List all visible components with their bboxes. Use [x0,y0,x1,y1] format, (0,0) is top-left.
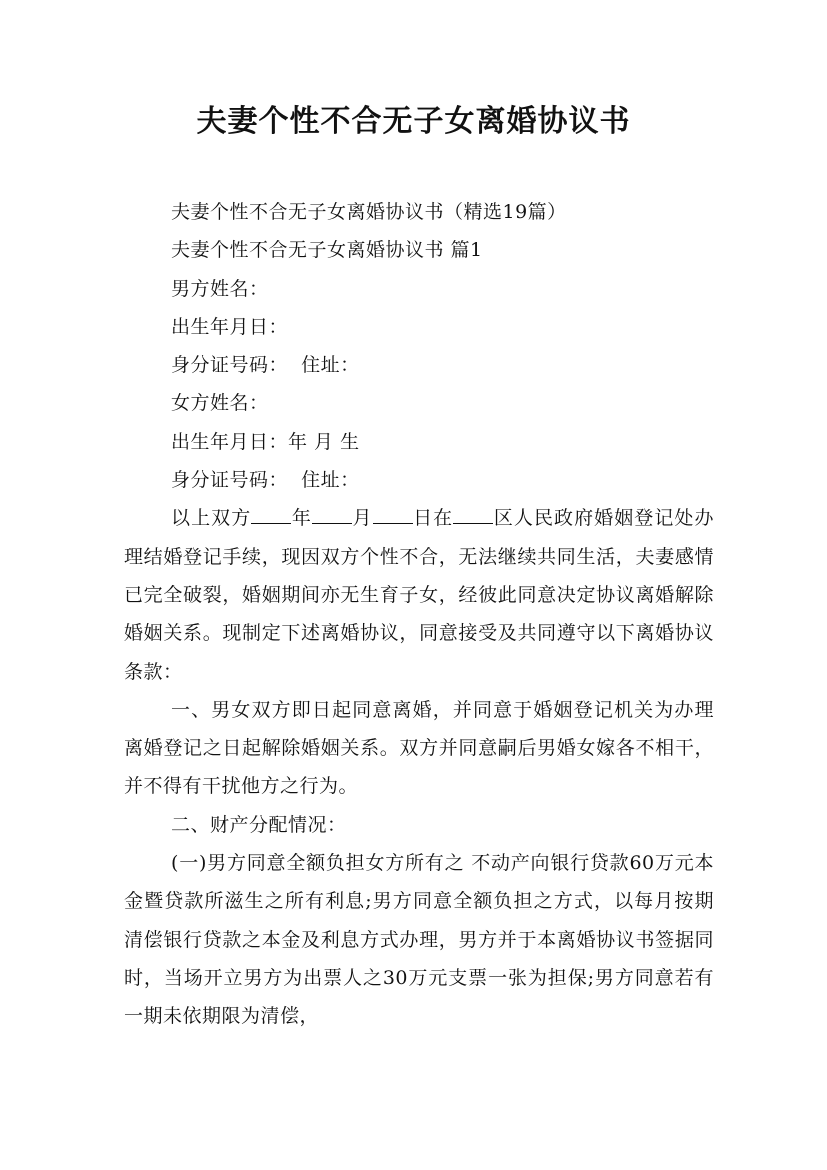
clause-1-paragraph: 一、男女双方即日起同意离婚，并同意于婚姻登记机关为办理离婚登记之日起解除婚姻关系。双方并同意嗣后男婚女嫁各不相干，并不得有干扰他方之行为。 [124,698,714,798]
male-birth-field: 出生年月日： [171,315,289,338]
blank-line-marriage-day [373,504,413,524]
document-title: 夫妻个性不合无子女离婚协议书 [196,104,631,139]
intro-text-2: 年 [291,507,312,530]
section-heading: 夫妻个性不合无子女离婚协议书 篇1 [171,239,483,262]
document-body [124,193,714,1036]
document-subtitle: 夫妻个性不合无子女离婚协议书（精选19篇） [171,201,567,223]
intro-text-3: 月 [351,507,373,530]
blank-line-district [453,504,493,524]
clause-2-heading: 二、财产分配情况： [171,813,347,836]
clause-2-1-paragraph: (一)男方同意全额负担女方所有之 不动产向银行贷款60万元本金暨贷款所滋生之所有利息;男方同意全额负担之方式，以每月按期清偿银行贷款之本金及利息方式办理，男方并于本离婚协议书签据同时，当场开立男方为出票人之30万元支票一张为担保;男方同意若有一期未依期限为清偿， [124,852,714,1028]
male-id-address-field: 身分证号码： 住址： [171,354,360,377]
intro-text-5: 区人民政府婚姻登记处办理结婚登记手续，现因双方个性不合，无法继续共同生活，夫妻感情已完全破裂，婚姻期间亦无生育子女，经彼此同意决定协议离婚解除婚姻关系。现制定下述离婚协议，同意接受及共同遵守以下离婚协议条款： [124,507,714,683]
intro-text-4: 日在 [412,507,454,530]
intro-text-1: 以上双方 [171,507,252,530]
intro-paragraph [124,499,714,690]
blank-line-marriage-month [312,504,352,524]
female-id-address-field: 身分证号码： 住址： [171,469,360,492]
female-birth-field: 出生年月日：年 月 生 [171,430,360,453]
female-name-field: 女方姓名： [171,392,269,415]
blank-line-marriage-year [251,504,291,524]
male-name-field: 男方姓名： [171,277,269,300]
